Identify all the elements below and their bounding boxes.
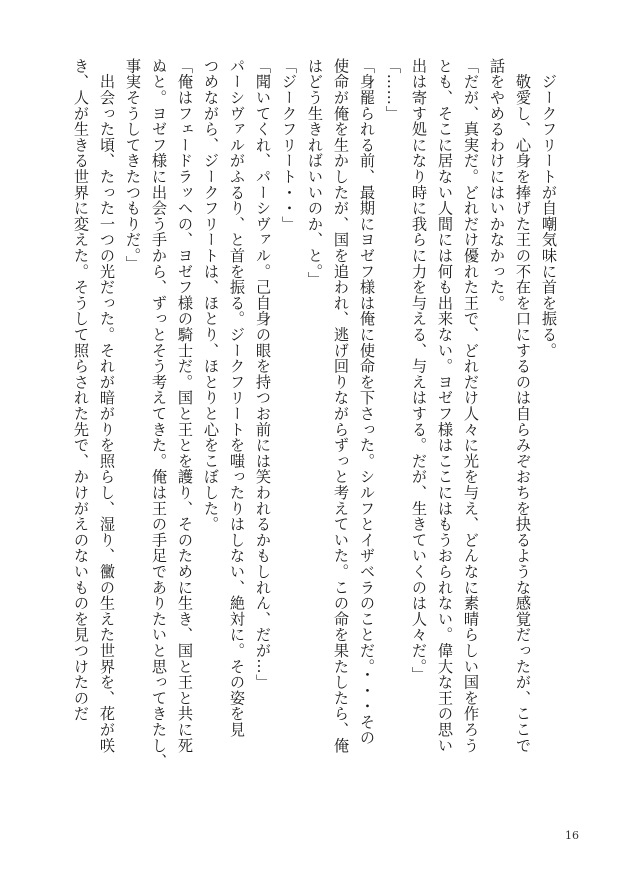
text-line: ぬと。ヨゼフ様に出会う手から、ずっとそう考えてきた。俺は王の手足でありたいと思ってきたし、: [150, 58, 168, 769]
text-line: ジークフリートが自嘲気味に首を振る。: [540, 58, 558, 359]
text-line: 「だが、真実だ。どれだけ優れた王で、どれだけ人々に光を与え、どんなに素晴らしい国を作ろう: [462, 58, 480, 754]
text-line: 「……」: [384, 58, 402, 122]
text-line: 「聞いてくれ、パーシヴァル。己自身の眼を持つお前には笑われるかもしれん、だが…」: [254, 58, 272, 690]
text-line: とも、そこに居ない人間には何も出来ない。ヨゼフ様はここにはもうおられない。偉大な王の思い: [436, 58, 454, 754]
text-line: 出は寄す処になり時に我らに力を与える、与えはする。だが、生きていくのは人々だ。」: [410, 58, 428, 683]
text-line: 「俺はフェードラッヘの、ヨゼフ様の騎士だ。国と王とを護り、そのために生き、国と王と共に死: [176, 58, 194, 754]
text-line: 「ジークフリート・・」: [280, 58, 298, 232]
page-number: 16: [565, 829, 579, 842]
text-line: はどう生きればいいのか、と。」: [306, 58, 324, 288]
text-line: 事実そうしてきたつもりだ。」: [124, 58, 142, 272]
text-line: 話をやめるわけにはいかなかった。: [488, 58, 506, 311]
text-line: 「身罷られる前、最期にヨゼフ様は俺に使命を下さった。シルフとイザベラのことだ。・・・その: [358, 58, 376, 746]
text-line: 出会った頃、たった一つの光だった。それが暗がりを照らし、湿り、黴の生えた世界を、花が咲: [98, 58, 116, 754]
text-line: パーシヴァルがふるり、と首を振る。ジークフリートを嗤ったりはしない、絶対に。その姿を見: [228, 58, 246, 738]
text-line: つめながら、ジークフリートは、ほとり、ほとりと心をこぼした。: [202, 58, 220, 532]
text-line: 敬愛し、心身を捧げた王の不在を口にするのは自らみぞおちを抉るような感覚だったが、ここで: [514, 58, 532, 754]
text-line: き、人が生きる世界に変えた。そうして照らされた先で、かけがえのないものを見つけたのだ: [72, 58, 90, 722]
vertical-text-body: [52, 58, 562, 803]
text-line: 使命が俺を生かしたが、国を追われ、逃げ回りながらずっと考えていた。この命を果たしたら、俺: [332, 58, 350, 754]
